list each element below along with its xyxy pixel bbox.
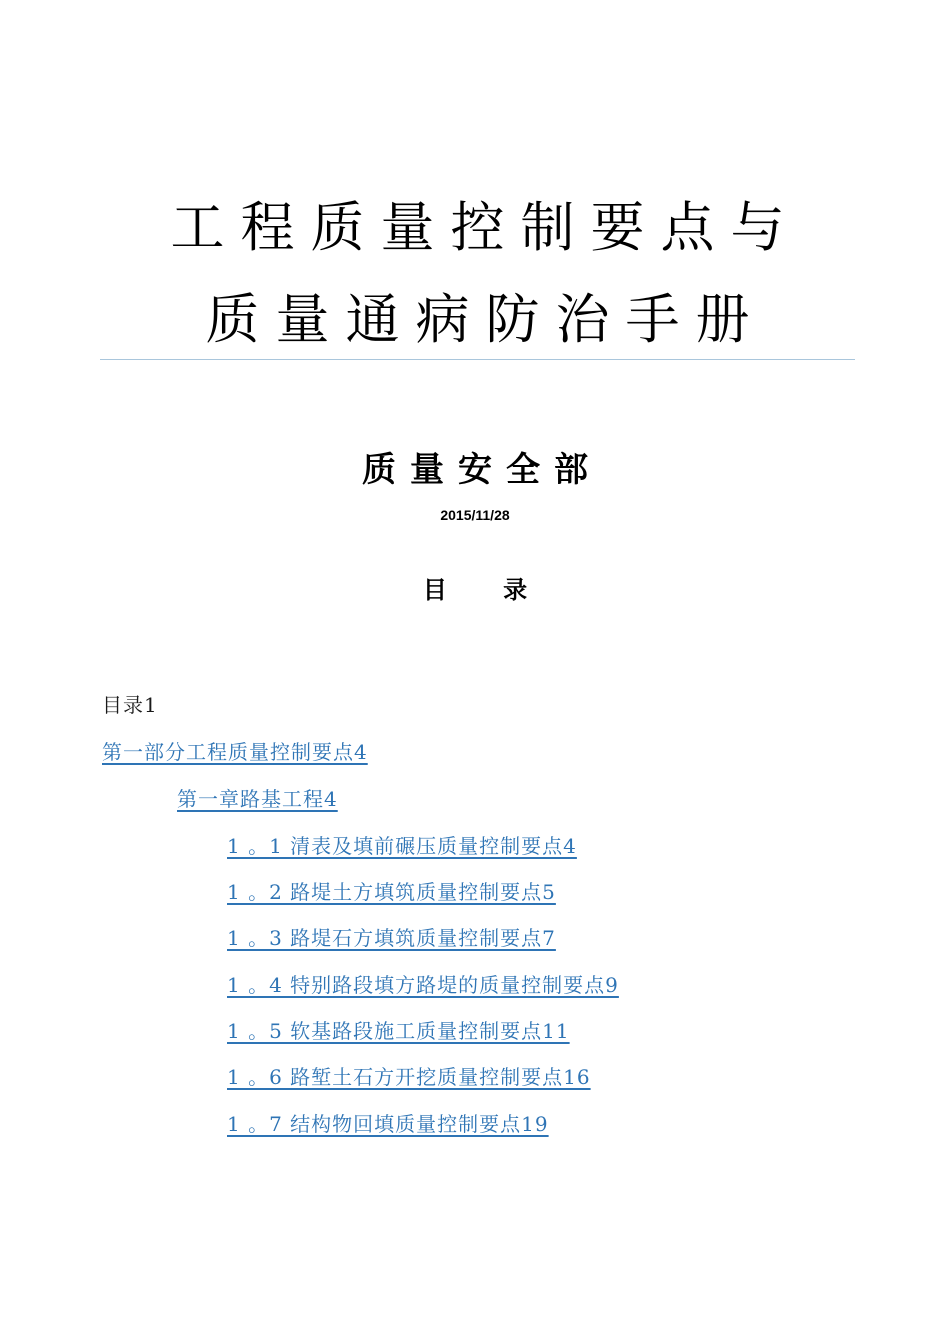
toc-heading: 目 录	[422, 576, 552, 604]
toc-entry-section-1-5[interactable]: 1 。5 软基路段施工质量控制要点11	[227, 1019, 570, 1043]
title-line-2: 质量通病防治手册	[205, 288, 766, 351]
title-line-1: 工程质量控制要点与	[170, 196, 801, 259]
toc-entry-section-1-4[interactable]: 1 。4 特别路段填方路堤的质量控制要点9	[227, 973, 619, 997]
toc-entry-section-1-6[interactable]: 1 。6 路堑土石方开挖质量控制要点16	[227, 1065, 591, 1089]
toc-entry-contents: 目录1	[102, 693, 158, 717]
toc-entry-section-1-2[interactable]: 1 。2 路堤土方填筑质量控制要点5	[227, 880, 556, 904]
title-divider	[100, 359, 855, 360]
toc-entry-section-1-7[interactable]: 1 。7 结构物回填质量控制要点19	[227, 1112, 549, 1136]
toc-entry-part-1[interactable]: 第一部分工程质量控制要点4	[102, 740, 368, 764]
document-title	[100, 182, 855, 366]
toc-entry-chapter-1[interactable]: 第一章路基工程4	[177, 787, 338, 811]
toc-entry-section-1-3[interactable]: 1 。3 路堤石方填筑质量控制要点7	[227, 926, 556, 950]
department-name: 质量安全部	[362, 450, 602, 490]
document-date: 2015/11/28	[440, 507, 510, 523]
toc-entry-section-1-1[interactable]: 1 。1 清表及填前碾压质量控制要点4	[227, 834, 577, 858]
